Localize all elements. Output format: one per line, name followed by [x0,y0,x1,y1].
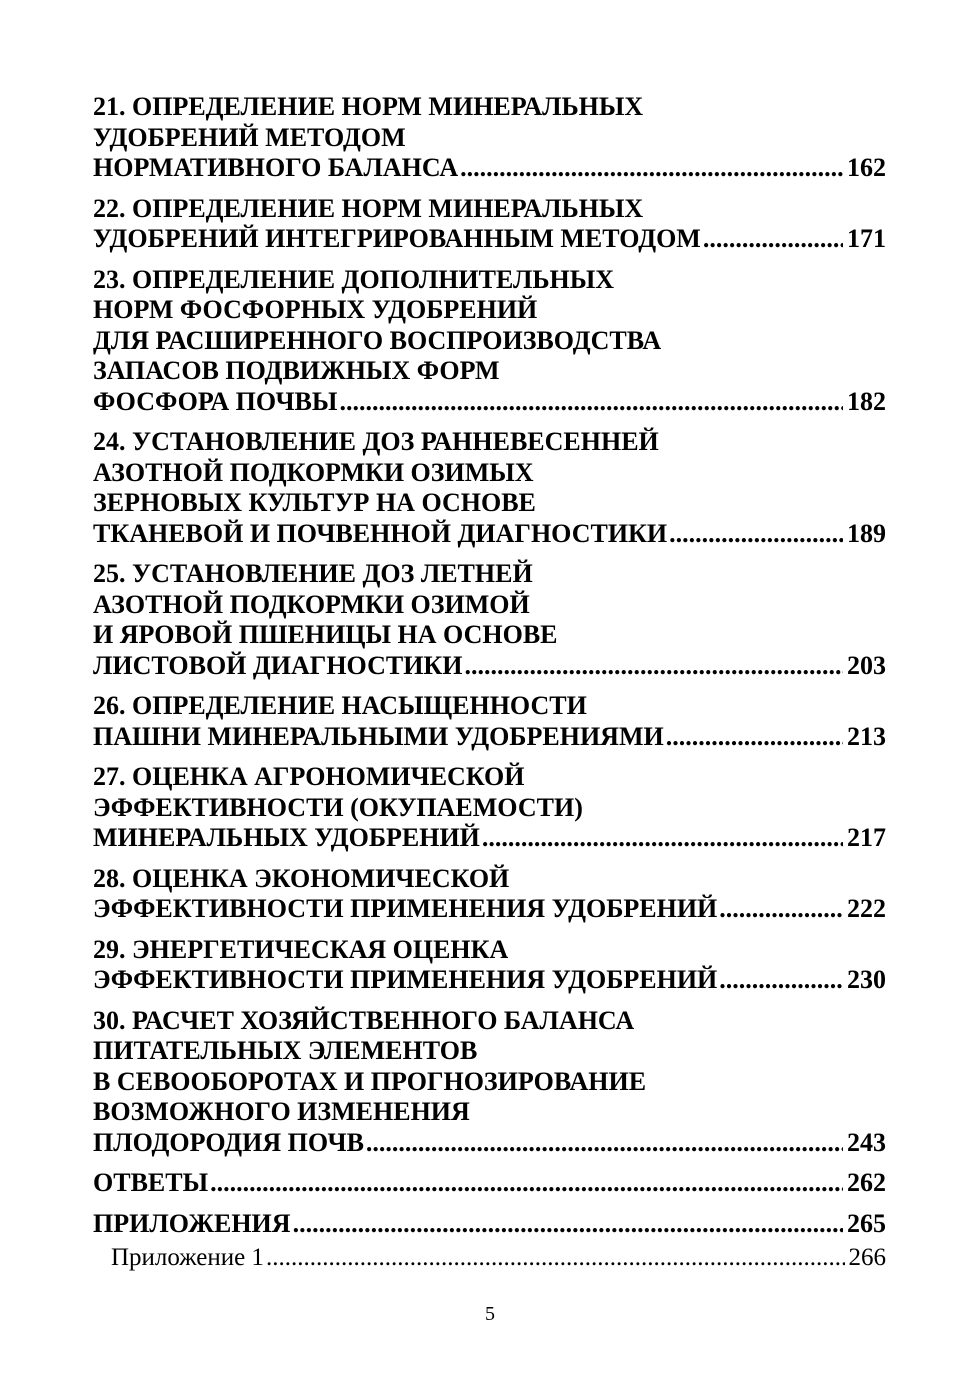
toc-entry-title-line: 26. ОПРЕДЕЛЕНИЕ НАСЫЩЕННОСТИ [93,691,587,720]
toc-sub-entry-appendix-1[interactable] [93,1243,886,1273]
toc-entry-22[interactable] [93,194,886,255]
toc-page-number: 230 [847,965,886,994]
toc-entry-title-line: ЗЕРНОВЫХ КУЛЬТУР НА ОСНОВЕ [93,488,536,517]
toc-entry-title-line: ФОСФОРА ПОЧВЫ [93,386,338,416]
toc-entry-title-line: ЭФФЕКТИВНОСТИ ПРИМЕНЕНИЯ УДОБРЕНИЙ [93,965,718,994]
toc-entry-answers[interactable] [93,1168,886,1199]
toc-entry-title-line: МИНЕРАЛЬНЫХ УДОБРЕНИЙ [93,823,480,852]
toc-entry-title-line: ЭФФЕКТИВНОСТИ (ОКУПАЕМОСТИ) [93,792,583,822]
toc-page-number: 203 [847,650,886,680]
toc-entry-29[interactable] [93,935,886,996]
toc-page-number: 171 [847,224,886,253]
toc-entry-27[interactable] [93,762,886,854]
toc-entry-title-line: 21. ОПРЕДЕЛЕНИЕ НОРМ МИНЕРАЛЬНЫХ [93,92,644,121]
toc-page-number: 266 [848,1244,886,1271]
toc-page-number: 222 [847,894,886,923]
toc-entry-title-line: АЗОТНОЙ ПОДКОРМКИ ОЗИМЫХ [93,457,534,487]
toc-entry-title-line: 29. ЭНЕРГЕТИЧЕСКАЯ ОЦЕНКА [93,934,509,964]
dot-leader [719,894,843,925]
toc-entry-title-line: ТКАНЕВОЙ И ПОЧВЕННОЙ ДИАГНОСТИКИ [93,518,668,548]
toc-entry-30[interactable] [93,1006,886,1159]
toc-entry-26[interactable] [93,691,886,752]
table-of-contents [93,92,886,1273]
toc-entry-title-line: В СЕВООБОРОТАХ И ПРОГНОЗИРОВАНИЕ [93,1066,647,1096]
toc-entry-title-line: АЗОТНОЙ ПОДКОРМКИ ОЗИМОЙ [93,589,530,619]
toc-entry-title-line: И ЯРОВОЙ ПШЕНИЦЫ НА ОСНОВЕ [93,620,558,649]
toc-page-number: 182 [847,386,886,416]
toc-entry-title-line: НОРМАТИВНОГО БАЛАНСА [93,153,459,182]
dot-leader [482,823,843,854]
dot-leader [719,965,843,996]
toc-entry-title-line: ВОЗМОЖНОГО ИЗМЕНЕНИЯ [93,1097,470,1126]
toc-page-number: 262 [847,1168,886,1197]
toc-entry-23[interactable] [93,265,886,418]
toc-entry-title-line: ПРИЛОЖЕНИЯ [93,1208,291,1238]
dot-leader [366,1128,843,1159]
dot-leader [666,722,843,753]
toc-page-number: 189 [847,518,886,548]
toc-entry-title-line: 30. РАСЧЕТ ХОЗЯЙСТВЕННОГО БАЛАНСА [93,1005,635,1035]
toc-entry-title-line: ЗАПАСОВ ПОДВИЖНЫХ ФОРМ [93,356,500,385]
dot-leader [460,153,843,184]
toc-entry-title-line: ЛИСТОВОЙ ДИАГНОСТИКИ [93,650,463,680]
toc-page-number: 265 [847,1208,886,1238]
toc-page-number: 217 [847,823,886,852]
toc-page-number: 243 [847,1127,886,1157]
toc-entry-24[interactable] [93,427,886,549]
toc-entry-title-line: 22. ОПРЕДЕЛЕНИЕ НОРМ МИНЕРАЛЬНЫХ [93,193,644,223]
toc-entry-title-line: 25. УСТАНОВЛЕНИЕ ДОЗ ЛЕТНЕЙ [93,559,533,588]
dot-leader [266,1243,845,1273]
toc-entry-title-line: ЭФФЕКТИВНОСТИ ПРИМЕНЕНИЯ УДОБРЕНИЙ [93,894,718,923]
toc-entry-28[interactable] [93,864,886,925]
toc-entry-title-line: ПАШНИ МИНЕРАЛЬНЫМИ УДОБРЕНИЯМИ [93,721,664,751]
dot-leader [210,1168,843,1199]
toc-entry-title-line: НОРМ ФОСФОРНЫХ УДОБРЕНИЙ [93,295,538,324]
toc-entry-25[interactable] [93,559,886,681]
dot-leader [703,224,843,255]
toc-entry-title-line: ДЛЯ РАСШИРЕННОГО ВОСПРОИЗВОДСТВА [93,325,662,355]
toc-entry-appendices[interactable] [93,1209,886,1240]
toc-entry-title-line: 24. УСТАНОВЛЕНИЕ ДОЗ РАННЕВЕСЕННЕЙ [93,427,659,456]
toc-entry-21[interactable] [93,92,886,184]
dot-leader [339,387,843,418]
dot-leader [669,519,843,550]
toc-page-number: 213 [847,721,886,751]
toc-page-number: 162 [847,153,886,182]
toc-entry-title-line: 28. ОЦЕНКА ЭКОНОМИЧЕСКОЙ [93,863,510,893]
toc-entry-title-line: УДОБРЕНИЙ МЕТОДОМ [93,122,406,152]
toc-entry-title-line: 23. ОПРЕДЕЛЕНИЕ ДОПОЛНИТЕЛЬНЫХ [93,264,615,294]
dot-leader [293,1209,843,1240]
toc-entry-title-line: ПИТАТЕЛЬНЫХ ЭЛЕМЕНТОВ [93,1036,478,1065]
toc-entry-title-line: УДОБРЕНИЙ ИНТЕГРИРОВАННЫМ МЕТОДОМ [93,224,701,253]
dot-leader [465,651,844,682]
page-number-footer: 5 [485,1303,495,1325]
toc-sub-entry-title: Приложение 1 [111,1244,264,1271]
toc-entry-title-line: 27. ОЦЕНКА АГРОНОМИЧЕСКОЙ [93,762,525,791]
toc-entry-title-line: ПЛОДОРОДИЯ ПОЧВ [93,1127,364,1157]
toc-entry-title-line: ОТВЕТЫ [93,1168,209,1197]
